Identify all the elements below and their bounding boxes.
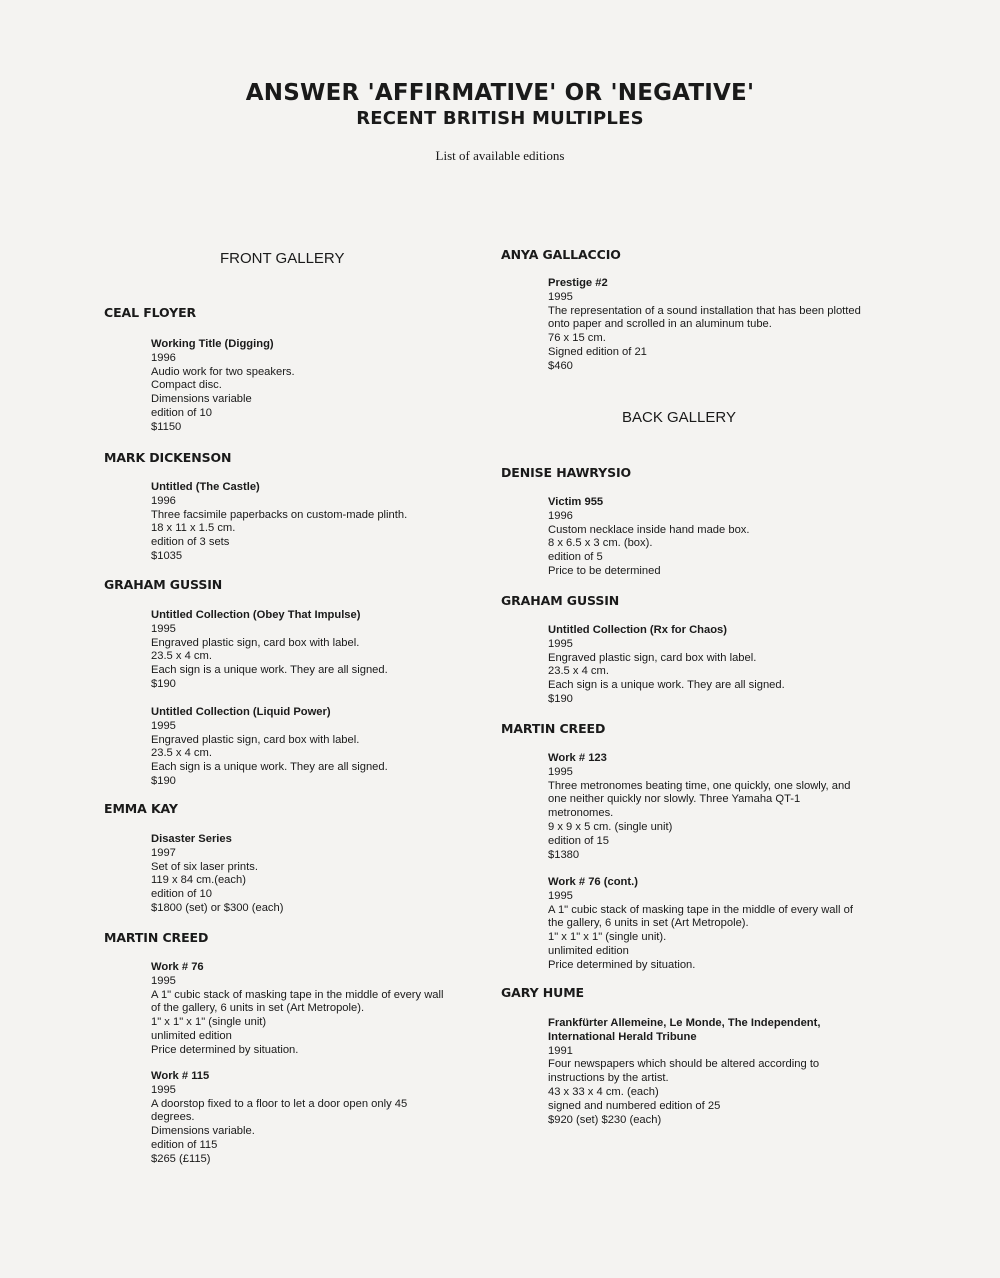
work-edition: unlimited edition [151, 1029, 232, 1042]
work-detail: 18 x 11 x 1.5 cm. [151, 522, 236, 535]
artist-name: DENISE HAWRYSIO [501, 465, 632, 480]
work-entry [151, 961, 444, 1058]
work-edition: edition of 10 [151, 406, 212, 419]
work-year: 1997 [151, 846, 176, 859]
work-year: 1995 [151, 622, 176, 635]
work-price: $265 (£115) [151, 1152, 211, 1165]
work-price: $1150 [151, 420, 182, 433]
work-detail: onto paper and scrolled in an aluminum tube. [548, 318, 772, 331]
work-detail: 43 x 33 x 4 cm. (each) [548, 1085, 659, 1098]
work-entry [548, 277, 861, 374]
work-entry [548, 624, 785, 707]
work-detail: Audio work for two speakers. [151, 365, 295, 378]
work-edition: edition of 5 [548, 551, 603, 564]
work-title: Work # 76 (cont.) [548, 876, 638, 888]
editions-note: List of available editions [435, 148, 565, 163]
work-year: 1995 [548, 637, 573, 650]
work-edition: unlimited edition [548, 944, 629, 957]
work-detail: of the gallery, 6 units in set (Art Metropole). [151, 1002, 365, 1015]
work-detail: 76 x 15 cm. [548, 332, 606, 345]
work-detail: one neither quickly nor slowly. Three Yamaha QT-1 [548, 793, 801, 806]
work-year: 1995 [548, 290, 573, 303]
work-entry [548, 496, 750, 579]
work-entry [151, 833, 283, 916]
work-year: 1995 [151, 719, 176, 732]
work-detail: 8 x 6.5 x 3 cm. (box). [548, 537, 653, 550]
work-price: $190 [151, 774, 176, 787]
work-detail: 1" x 1" x 1" (single unit). [548, 931, 667, 944]
work-title: Prestige #2 [548, 277, 608, 289]
work-detail: Each sign is a unique work. They are all signed. [151, 761, 388, 774]
work-entry [548, 876, 853, 973]
work-title: Untitled (The Castle) [151, 481, 260, 493]
work-year: 1996 [548, 509, 573, 522]
work-price: Price to be determined [548, 564, 661, 577]
work-price: $190 [151, 677, 176, 690]
page-subtitle: RECENT BRITISH MULTIPLES [356, 108, 644, 129]
work-price: $460 [548, 359, 573, 372]
work-detail: Three metronomes beating time, one quickly, one slowly, and [548, 779, 851, 792]
work-detail: 1" x 1" x 1" (single unit) [151, 1016, 267, 1029]
work-year: 1995 [548, 889, 573, 902]
work-price: $1800 (set) or $300 (each) [151, 901, 284, 914]
artist-name: GRAHAM GUSSIN [501, 593, 620, 608]
work-entry [151, 706, 388, 789]
artist-name: MARTIN CREED [501, 721, 606, 736]
work-entry [151, 1070, 407, 1167]
work-detail: 23.5 x 4 cm. [151, 650, 212, 663]
work-title: Work # 76 [151, 961, 204, 973]
work-year: 1995 [151, 974, 176, 987]
work-detail: instructions by the artist. [548, 1072, 669, 1085]
work-detail: Engraved plastic sign, card box with label. [151, 636, 360, 649]
work-title: Untitled Collection (Liquid Power) [151, 706, 331, 718]
work-title: Untitled Collection (Rx for Chaos) [548, 624, 727, 636]
work-year: 1996 [151, 494, 176, 507]
work-detail: Four newspapers which should be altered according to [548, 1058, 820, 1071]
work-title: Work # 123 [548, 752, 607, 764]
work-title: Victim 955 [548, 496, 604, 508]
work-title-cont: International Herald Tribune [548, 1030, 697, 1043]
work-detail: 23.5 x 4 cm. [548, 665, 609, 678]
work-year: 1995 [548, 765, 573, 778]
work-title: Disaster Series [151, 833, 232, 845]
back-gallery-heading: BACK GALLERY [622, 409, 736, 426]
artist-name: EMMA KAY [104, 801, 178, 816]
work-price: Price determined by situation. [151, 1043, 299, 1056]
work-edition: edition of 115 [151, 1138, 218, 1151]
work-year: 1996 [151, 351, 176, 364]
work-edition: edition of 3 sets [151, 536, 230, 549]
work-detail: Set of six laser prints. [151, 860, 258, 873]
work-detail: A 1" cubic stack of masking tape in the middle of every wall [151, 988, 444, 1001]
work-detail: degrees. [151, 1111, 195, 1124]
artist-name: CEAL FLOYER [104, 305, 197, 320]
work-entry [548, 1017, 820, 1127]
work-entry [151, 481, 407, 564]
work-price: $1380 [548, 848, 580, 861]
work-title: Untitled Collection (Obey That Impulse) [151, 609, 361, 621]
work-title: Working Title (Digging) [151, 338, 274, 350]
work-detail: Engraved plastic sign, card box with label. [151, 733, 360, 746]
work-detail: Compact disc. [151, 379, 222, 392]
artist-name: GARY HUME [501, 985, 584, 1000]
work-edition: signed and numbered edition of 25 [548, 1099, 721, 1112]
artist-name: GRAHAM GUSSIN [104, 577, 223, 592]
work-price: $920 (set) $230 (each) [548, 1113, 662, 1126]
work-detail: Each sign is a unique work. They are all signed. [151, 664, 388, 677]
work-detail: Engraved plastic sign, card box with label. [548, 651, 757, 664]
work-edition: edition of 10 [151, 888, 212, 901]
work-detail: 119 x 84 cm.(each) [151, 874, 246, 887]
work-detail: the gallery, 6 units in set (Art Metropole). [548, 917, 749, 930]
work-detail: metronomes. [548, 807, 614, 820]
work-detail: A 1" cubic stack of masking tape in the middle of every wall of [548, 903, 853, 916]
work-detail: 23.5 x 4 cm. [151, 747, 212, 760]
work-price: $1035 [151, 549, 183, 562]
work-detail: Custom necklace inside hand made box. [548, 523, 750, 536]
work-detail: The representation of a sound installation that has been plotted [548, 304, 861, 317]
work-detail: Each sign is a unique work. They are all signed. [548, 679, 785, 692]
page-title: ANSWER 'AFFIRMATIVE' OR 'NEGATIVE' [245, 80, 755, 106]
work-entry [151, 338, 295, 435]
work-title: Frankfürter Allemeine, Le Monde, The Independent, [548, 1017, 821, 1029]
work-edition: Signed edition of 21 [548, 345, 647, 358]
work-detail: Three facsimile paperbacks on custom-made plinth. [151, 508, 408, 521]
artist-name: MARTIN CREED [104, 930, 209, 945]
work-detail: Dimensions variable. [151, 1125, 255, 1138]
work-edition: edition of 15 [548, 834, 609, 847]
work-detail: Dimensions variable [151, 393, 252, 406]
artist-name: ANYA GALLACCIO [501, 247, 621, 262]
work-entry [548, 752, 850, 862]
front-gallery-heading: FRONT GALLERY [220, 250, 345, 267]
work-entry [151, 609, 388, 692]
work-detail: A doorstop fixed to a floor to let a door open only 45 [151, 1097, 408, 1110]
work-price: $190 [548, 692, 573, 705]
work-price: Price determined by situation. [548, 958, 696, 971]
work-title: Work # 115 [151, 1070, 210, 1082]
work-detail: 9 x 9 x 5 cm. (single unit) [548, 820, 673, 833]
work-year: 1995 [151, 1083, 176, 1096]
artist-name: MARK DICKENSON [104, 450, 232, 465]
work-year: 1991 [548, 1044, 573, 1057]
